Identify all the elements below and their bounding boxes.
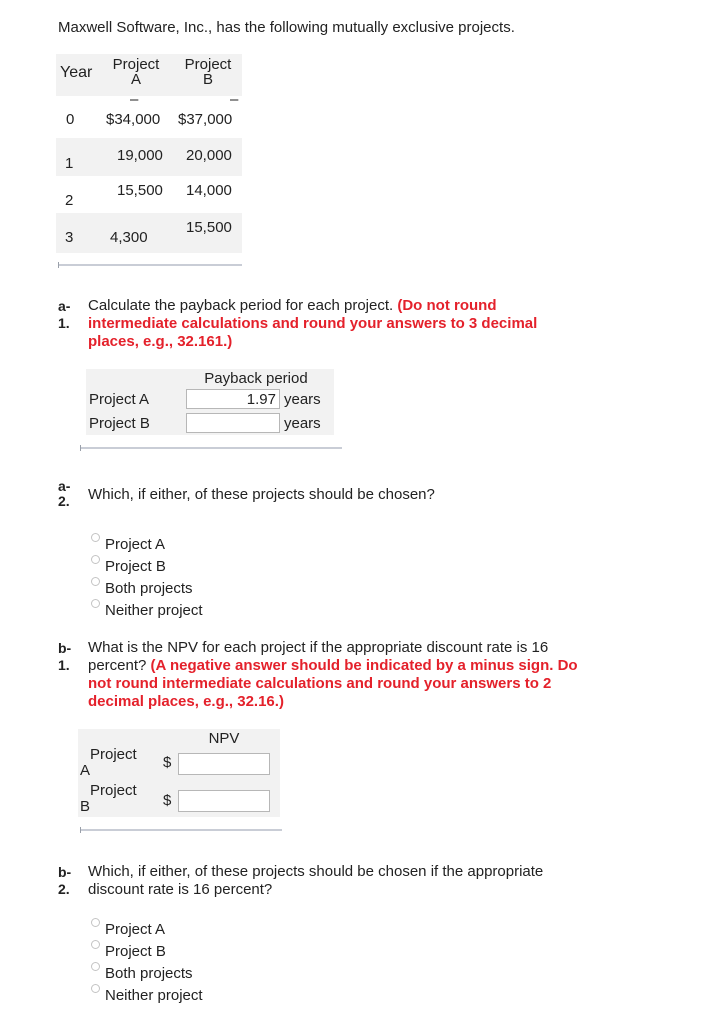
question-b1-instructions-3: decimal places, e.g., 32.16.)	[88, 693, 284, 710]
question-number-b1-bottom: 1.	[58, 657, 70, 673]
question-number-b2-bottom: 2.	[58, 881, 70, 897]
payback-row-label: Project A	[89, 391, 150, 408]
question-number-b1	[58, 640, 71, 674]
b2-radio-project-a[interactable]	[91, 918, 100, 927]
npv-row-label-top: Project	[90, 782, 137, 799]
question-b1-instructions-1: (A negative answer should be indicated by a minus sign. Do	[150, 657, 578, 674]
question-a1-instructions-1: (Do not round	[397, 297, 497, 314]
dash-b: –	[230, 91, 239, 108]
intro-text: Maxwell Software, Inc., has the following mutually exclusive projects.	[58, 19, 515, 36]
payback-unit: years	[284, 415, 321, 432]
table-cell-b: 20,000	[186, 147, 232, 164]
payback-project-b-input[interactable]	[186, 413, 280, 433]
npv-row-label-top: Project	[90, 746, 137, 763]
question-a1-instructions-2: intermediate calculations and round your answers to 3 decimal	[88, 315, 538, 332]
a2-option-label: Neither project	[105, 602, 203, 619]
question-number-a1-top: a-	[58, 298, 71, 314]
project-b-header-top: Project	[184, 56, 232, 73]
table-cell-b: 15,500	[186, 219, 232, 236]
table-cell-b: 14,000	[186, 182, 232, 199]
b2-radio-project-b[interactable]	[91, 940, 100, 949]
table-cell-year: 0	[66, 111, 75, 128]
project-a-header-top: Project	[112, 56, 160, 73]
npv-header: NPV	[176, 729, 272, 749]
question-a1-text	[88, 297, 537, 351]
b2-option-label: Neither project	[105, 987, 203, 1004]
question-a1-instructions-3: places, e.g., 32.161.)	[88, 333, 233, 350]
question-number-a2-top: a-	[58, 478, 71, 494]
question-number-b1-top: b-	[58, 640, 72, 656]
payback-divider	[80, 447, 342, 449]
npv-project-b-input[interactable]	[178, 790, 270, 812]
table-cell-year: 2	[65, 192, 74, 209]
question-number-a2-bottom: 2.	[58, 493, 70, 509]
a2-option-label: Project A	[105, 536, 166, 553]
table-cell-b: $37,000	[178, 111, 233, 128]
b2-radio-neither[interactable]	[91, 984, 100, 993]
table-cell-a: 15,500	[117, 182, 163, 199]
project-a-header-bottom: A	[130, 71, 141, 88]
table-cell-a: 19,000	[117, 147, 163, 164]
question-b2-line1: Which, if either, of these projects should be chosen if the appropriate	[88, 863, 544, 880]
npv-row-label	[80, 783, 137, 815]
npv-row-label-bottom: B	[80, 798, 91, 815]
question-number-a1	[58, 298, 70, 332]
question-number-a2	[58, 479, 70, 509]
a2-radio-both[interactable]	[91, 577, 100, 586]
year-header: Year	[60, 64, 93, 81]
question-b1-line1: What is the NPV for each project if the appropriate discount rate is 16	[88, 639, 549, 656]
payback-project-a-input[interactable]: 1.97	[186, 389, 280, 409]
question-number-b2	[58, 864, 71, 898]
table-cell-year: 1	[65, 155, 74, 172]
table-cell-year: 3	[65, 229, 74, 246]
npv-row-label	[80, 747, 137, 779]
b2-option-label: Both projects	[105, 965, 193, 982]
question-b1-line2: percent?	[88, 657, 147, 674]
a2-option-label: Both projects	[105, 580, 193, 597]
project-b-header-bottom: B	[202, 71, 213, 88]
b2-option-label: Project B	[105, 943, 166, 960]
a2-radio-neither[interactable]	[91, 599, 100, 608]
table-cell-a: $34,000	[106, 111, 161, 128]
project-a-header	[104, 56, 168, 87]
payback-unit: years	[284, 391, 321, 408]
a2-radio-project-b[interactable]	[91, 555, 100, 564]
question-number-a1-bottom: 1.	[58, 315, 70, 331]
payback-row-label: Project B	[89, 415, 150, 432]
project-b-header	[176, 56, 240, 87]
npv-row-label-bottom: A	[80, 762, 91, 779]
a2-option-label: Project B	[105, 558, 166, 575]
dollar-sign: $	[163, 792, 172, 809]
npv-project-a-input[interactable]	[178, 753, 270, 775]
payback-period-header: Payback period	[186, 369, 326, 389]
npv-divider	[80, 829, 282, 831]
b2-option-label: Project A	[105, 921, 166, 938]
b2-radio-both[interactable]	[91, 962, 100, 971]
question-b1-text	[88, 639, 578, 711]
table-divider	[58, 264, 242, 266]
question-a1-prompt: Calculate the payback period for each project.	[88, 297, 394, 314]
question-a2-text: Which, if either, of these projects should be chosen?	[88, 486, 435, 503]
question-number-b2-top: b-	[58, 864, 72, 880]
question-b2-line2: discount rate is 16 percent?	[88, 881, 273, 898]
a2-radio-project-a[interactable]	[91, 533, 100, 542]
table-cell-a: 4,300	[110, 229, 148, 246]
dash-a: –	[130, 91, 139, 108]
dollar-sign: $	[163, 754, 172, 771]
question-b2-text	[88, 863, 543, 899]
question-b1-instructions-2: not round intermediate calculations and round your answers to 2	[88, 675, 552, 692]
